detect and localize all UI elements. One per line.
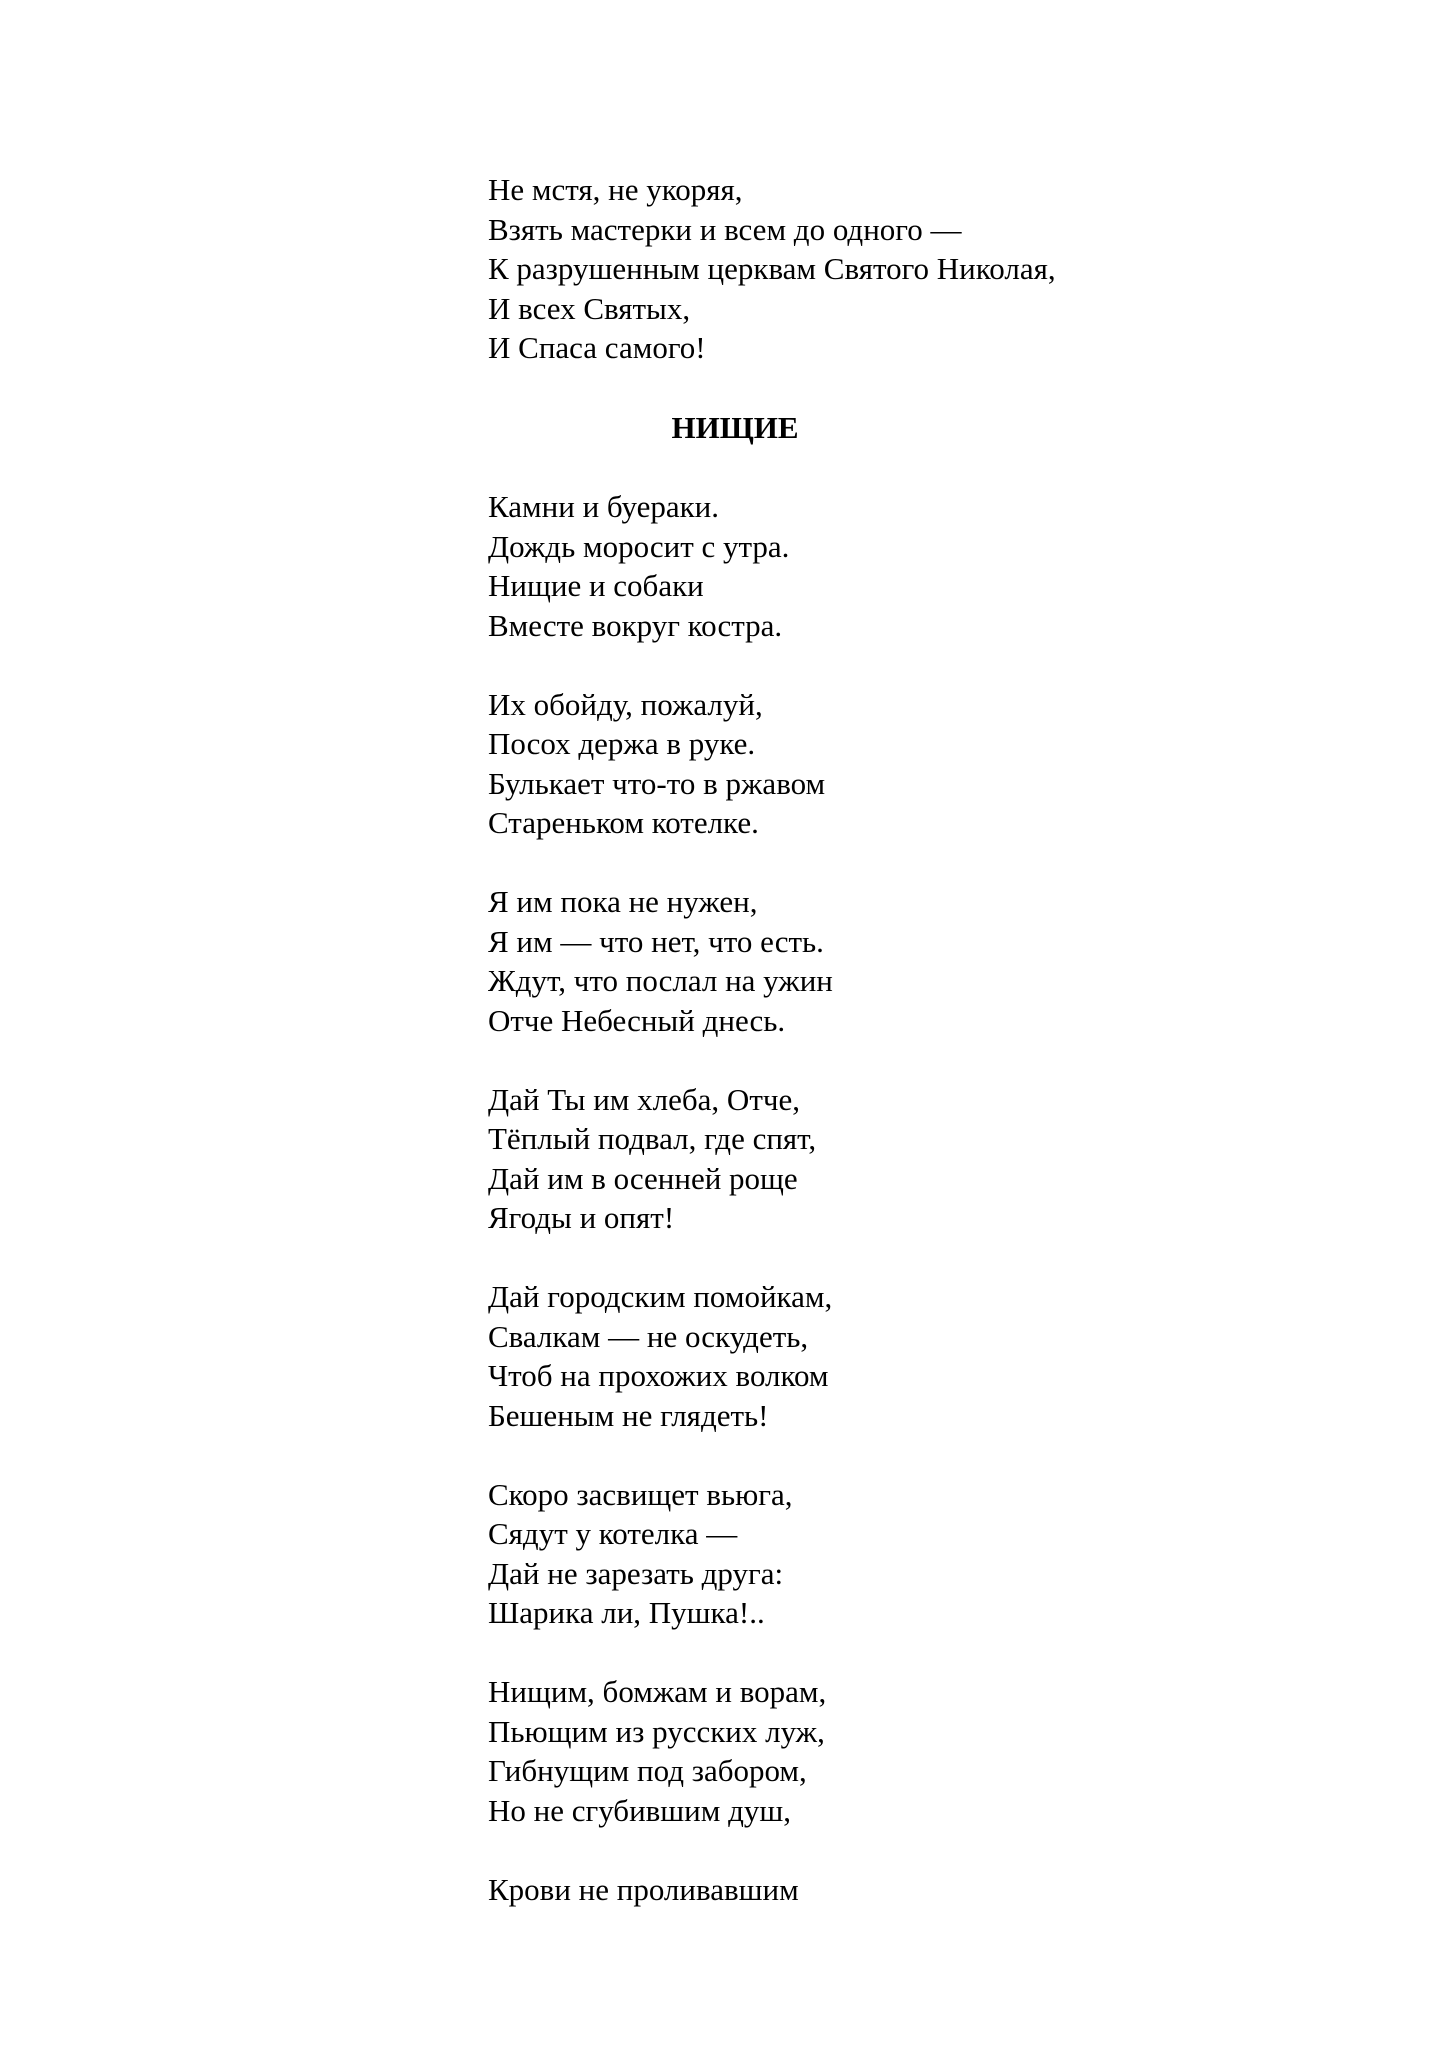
verse-line: Я им пока не нужен, [488,884,758,919]
verse-line: Свалкам — не оскудеть, [488,1318,809,1354]
verse-line: Дай не зарезать друга: [488,1555,784,1591]
stanza [488,882,1248,1040]
verse-line: Чтоб на прохожих волком [488,1358,829,1393]
verse-line: Сядут у котелка — [488,1516,738,1551]
verse-line: Булькает что-то в ржавом [488,765,826,801]
verse-line: Нищим, бомжам и ворам, [488,1674,827,1709]
stanza [488,1080,1248,1238]
stanza [488,1672,1248,1830]
poem-title: НИЩИЕ [671,409,799,445]
verse-line: И Спаса самого! [488,330,706,365]
verse-line: Стареньком котелке. [488,805,759,840]
verse-line: Их обойду, пожалуй, [488,686,763,722]
verse-line: Но не сгубившим душ, [488,1792,792,1828]
verse-line: Ягоды и опят! [488,1200,675,1235]
stanza [488,1475,1248,1633]
verse-line: Ждут, что послал на ужин [488,963,833,998]
stanza [488,1870,1248,1910]
verse-line: Гибнущим под забором, [488,1753,807,1788]
stanza [488,685,1248,843]
verse-line: Взять мастерки и всем до одного — [488,211,962,247]
verse-line: Вместе вокруг костра. [488,607,783,643]
verse-line: Посох держа в руке. [488,726,756,761]
verse-line: Нищие и собаки [488,568,704,603]
verse-line: Шарика ли, Пушка!.. [488,1595,765,1630]
verse-line: Дай им в осенней роще [488,1160,798,1196]
verse-line: Не мстя, не укоряя, [488,172,743,207]
verse-line: К разрушенным церквам Святого Николая, [488,251,1056,286]
verse-line: И всех Святых, [488,290,691,326]
verse-line: Я им — что нет, что есть. [488,923,824,959]
text-column [488,170,1248,1949]
verse-line: Бешеным не глядеть! [488,1397,769,1433]
prev-poem-ending [488,170,1248,368]
verse-line: Дай городским помойкам, [488,1279,833,1314]
verse-line: Тёплый подвал, где спят, [488,1121,817,1156]
verse-line: Скоро засвищет вьюга, [488,1476,793,1512]
verse-line: Крови не проливавшим [488,1871,799,1907]
verse-line: Дай Ты им хлеба, Отче, [488,1081,800,1117]
verse-line: Пьющим из русских луж, [488,1713,825,1749]
stanza [488,1277,1248,1435]
verse-line: Дождь моросит с утра. [488,528,790,564]
verse-line: Отче Небесный днесь. [488,1002,786,1038]
verse-line: Камни и буераки. [488,489,720,524]
stanza [488,487,1248,645]
